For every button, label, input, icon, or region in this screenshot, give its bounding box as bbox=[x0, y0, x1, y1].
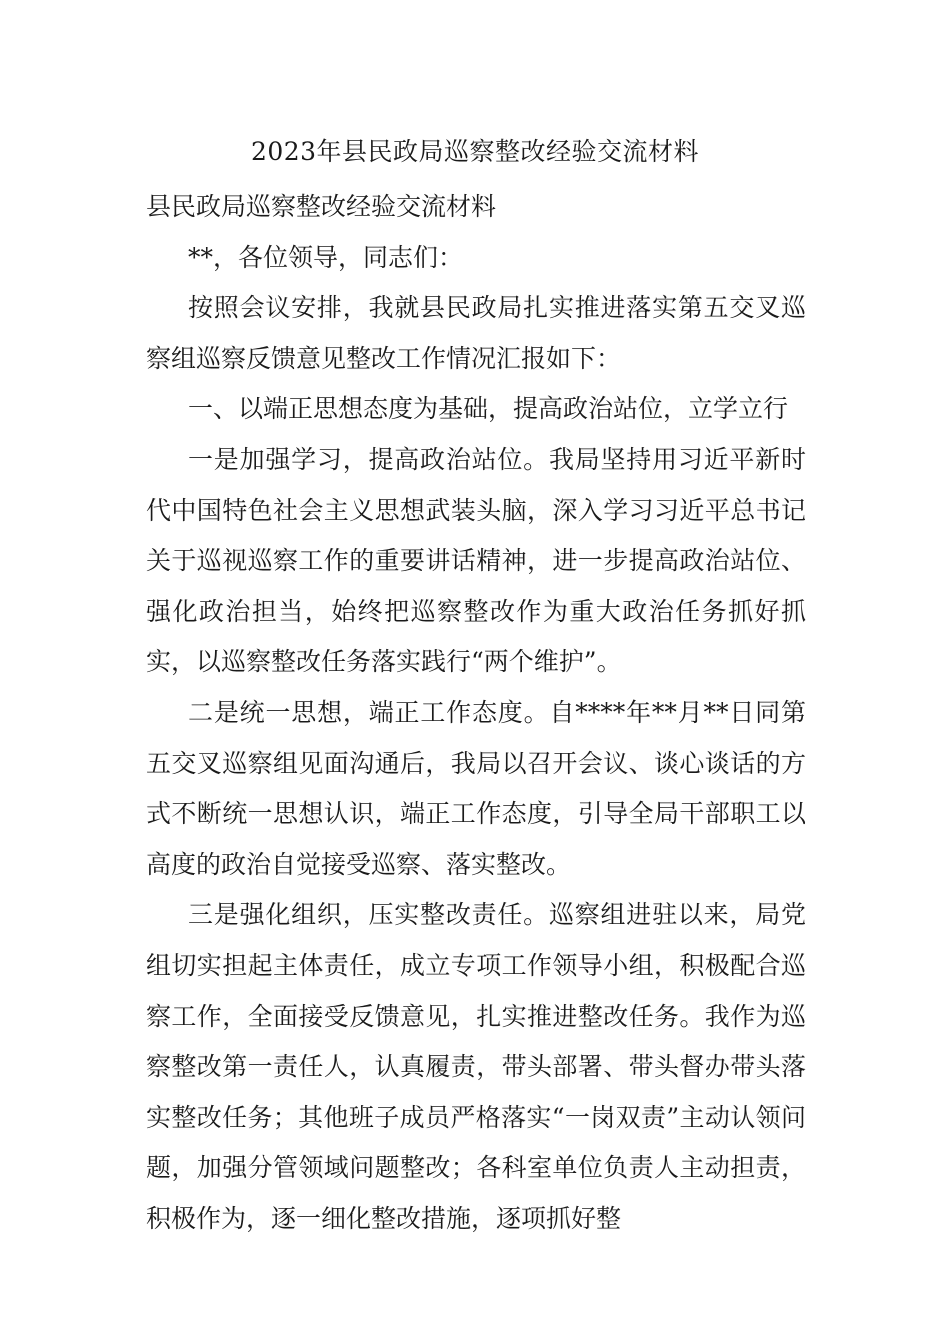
document-subtitle: 县民政局巡察整改经验交流材料 bbox=[146, 192, 497, 221]
document-title: 2023年县民政局巡察整改经验交流材料 bbox=[250, 137, 700, 166]
paragraph-organization: 三是强化组织，压实整改责任。巡察组进驻以来，局党组切实担起主体责任，成立专项工作领导小组，积极配合巡察工作，全面接受反馈意见，扎实推进整改任务。我作为巡察整改第一责任人，认真履责，带头部署、带头督办带头落实整改任务；其他班子成员严格落实“一岗双责”主动认领问题，加强分管领域问题整改；各科室单位负责人主动担责，积极作为，逐一细化整改措施，逐项抓好整 bbox=[146, 900, 806, 1233]
greeting: **，各位领导，同志们： bbox=[188, 242, 464, 272]
paragraph-study: 一是加强学习，提高政治站位。我局坚持用习近平新时代中国特色社会主义思想武装头脑，深入学习习近平总书记关于巡视巡察工作的重要讲话精神，进一步提高政治站位、强化政治担当，始终把巡察整改作为重大政治任务抓好抓实，以巡察整改任务落实践行“两个维护”。 bbox=[146, 444, 806, 677]
paragraph-intro: 按照会议安排，我就县民政局扎实推进落实第五交叉巡察组巡察反馈意见整改工作情况汇报如下： bbox=[146, 293, 806, 373]
section-heading-1: 一、以端正思想态度为基础，提高政治站位，立学立行 bbox=[188, 394, 789, 424]
document-body bbox=[146, 182, 806, 1244]
paragraph-unify-thinking: 二是统一思想，端正工作态度。自****年**月**日同第五交叉巡察组见面沟通后，我局以召开会议、谈心谈话的方式不断统一思想认识，端正工作态度，引导全局干部职工以高度的政治自觉接受巡察、落实整改。 bbox=[146, 697, 806, 879]
